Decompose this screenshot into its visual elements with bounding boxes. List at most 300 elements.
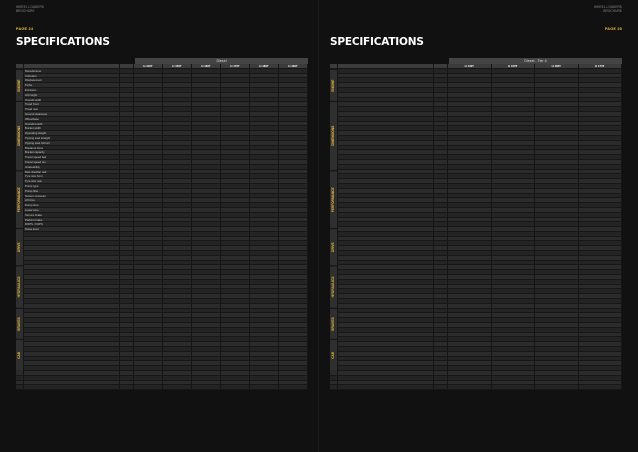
spec-unit <box>120 381 134 385</box>
spec-value <box>279 309 308 313</box>
spec-value <box>192 251 221 255</box>
spec-unit <box>434 78 448 82</box>
spec-label <box>24 385 120 389</box>
spec-value <box>579 328 623 332</box>
spec-unit <box>120 141 134 145</box>
spec-value <box>192 218 221 222</box>
spec-value <box>221 357 250 361</box>
spec-value <box>221 78 250 82</box>
spec-value <box>579 208 623 212</box>
spec-value <box>579 83 623 87</box>
spec-value <box>492 227 536 231</box>
spec-value <box>192 146 221 150</box>
spec-value <box>163 131 192 135</box>
spec-value <box>250 299 279 303</box>
spec-label: Emission <box>24 88 120 92</box>
spec-label <box>338 376 434 380</box>
spec-unit <box>120 342 134 346</box>
spec-value <box>579 357 623 361</box>
spec-value <box>279 78 308 82</box>
spec-value <box>250 294 279 298</box>
spec-value <box>448 256 492 260</box>
spec-value <box>192 333 221 337</box>
spec-value <box>250 337 279 341</box>
spec-value <box>192 184 221 188</box>
spec-label: Bucket width <box>24 126 120 130</box>
spec-value <box>250 74 279 78</box>
spec-label <box>338 107 434 111</box>
spec-label: Tipping load full turn <box>24 141 120 145</box>
section-label: ENGINE <box>330 69 337 101</box>
spec-value <box>134 280 163 284</box>
spec-label: Tyre size front <box>24 174 120 178</box>
spec-value <box>535 342 579 346</box>
spec-value <box>448 69 492 73</box>
spec-value <box>134 69 163 73</box>
spec-unit <box>434 83 448 87</box>
spec-value <box>579 309 623 313</box>
spec-value <box>192 265 221 269</box>
spec-value <box>163 126 192 130</box>
spec-value <box>535 107 579 111</box>
spec-value <box>221 93 250 97</box>
spec-value <box>579 333 623 337</box>
spec-value <box>163 275 192 279</box>
spec-value <box>163 265 192 269</box>
spec-value <box>579 203 623 207</box>
spec-label <box>338 93 434 97</box>
spec-unit <box>120 117 134 121</box>
spec-value <box>535 299 579 303</box>
spec-value <box>279 285 308 289</box>
spec-value <box>535 246 579 250</box>
spec-value <box>492 328 536 332</box>
spec-label: Travel speed rev <box>24 160 120 164</box>
spec-value <box>134 261 163 265</box>
spec-row <box>16 385 308 390</box>
spec-value <box>221 126 250 130</box>
spec-value <box>492 337 536 341</box>
spec-value <box>134 160 163 164</box>
model-column-header: H 150T <box>492 64 536 68</box>
spec-unit <box>434 189 448 193</box>
spec-value <box>579 323 623 327</box>
spec-value <box>492 98 536 102</box>
spec-value <box>192 174 221 178</box>
right-page-number: PAGE 25 <box>604 27 622 31</box>
spec-value <box>250 313 279 317</box>
spec-value <box>535 376 579 380</box>
spec-value <box>163 323 192 327</box>
left-header-subtitle: BROCHURE <box>16 8 35 13</box>
spec-value <box>221 174 250 178</box>
spec-value <box>163 122 192 126</box>
spec-unit <box>434 323 448 327</box>
spec-value <box>134 318 163 322</box>
spec-value <box>250 218 279 222</box>
spec-unit <box>434 102 448 106</box>
spec-label <box>338 112 434 116</box>
section-label: ENGINE <box>16 69 23 101</box>
spec-value <box>492 342 536 346</box>
spec-value <box>448 333 492 337</box>
section-label: DRIVE <box>16 228 23 265</box>
spec-value <box>448 352 492 356</box>
spec-label <box>338 328 434 332</box>
spec-value <box>492 381 536 385</box>
spec-value <box>250 256 279 260</box>
spec-value <box>163 179 192 183</box>
spec-value <box>448 170 492 174</box>
spec-value <box>163 165 192 169</box>
spec-value <box>221 222 250 226</box>
spec-value <box>492 251 536 255</box>
spec-value <box>492 285 536 289</box>
spec-label: Pump flow <box>24 189 120 193</box>
spec-label: Lower time <box>24 208 120 212</box>
spec-value <box>492 304 536 308</box>
spec-value <box>192 208 221 212</box>
spec-label <box>338 318 434 322</box>
spec-value <box>192 136 221 140</box>
spec-value <box>448 361 492 365</box>
spec-value <box>250 146 279 150</box>
spec-value <box>535 150 579 154</box>
spec-label <box>338 141 434 145</box>
spec-value <box>192 371 221 375</box>
spec-unit <box>434 146 448 150</box>
spec-value <box>492 165 536 169</box>
spec-value <box>535 357 579 361</box>
spec-value <box>579 347 623 351</box>
spec-value <box>579 102 623 106</box>
spec-value <box>134 294 163 298</box>
spec-value <box>221 74 250 78</box>
spec-value <box>250 285 279 289</box>
left-spec-table <box>16 58 308 390</box>
spec-value <box>579 122 623 126</box>
spec-value <box>192 150 221 154</box>
spec-unit <box>120 98 134 102</box>
spec-value <box>448 275 492 279</box>
spec-value <box>250 112 279 116</box>
spec-value <box>221 323 250 327</box>
spec-value <box>448 107 492 111</box>
spec-label <box>338 299 434 303</box>
spec-label <box>24 256 120 260</box>
spec-label <box>24 246 120 250</box>
spec-value <box>279 299 308 303</box>
spec-value <box>192 160 221 164</box>
spec-value <box>279 88 308 92</box>
spec-label <box>338 275 434 279</box>
spec-value <box>163 357 192 361</box>
spec-value <box>163 184 192 188</box>
spec-value <box>279 150 308 154</box>
spec-label <box>24 275 120 279</box>
spec-value <box>279 352 308 356</box>
spec-value <box>448 74 492 78</box>
spec-unit <box>434 227 448 231</box>
spec-value <box>279 318 308 322</box>
spec-value <box>250 318 279 322</box>
spec-value <box>192 83 221 87</box>
spec-value <box>134 98 163 102</box>
spec-unit <box>434 184 448 188</box>
spec-label <box>338 122 434 126</box>
spec-value <box>134 107 163 111</box>
spec-value <box>163 232 192 236</box>
spec-value <box>250 241 279 245</box>
spec-label <box>338 218 434 222</box>
spec-value <box>192 285 221 289</box>
spec-unit <box>120 352 134 356</box>
spec-unit <box>120 261 134 265</box>
spec-value <box>279 131 308 135</box>
spec-value <box>250 78 279 82</box>
spec-value <box>535 361 579 365</box>
spec-value <box>134 117 163 121</box>
spec-value <box>579 342 623 346</box>
spec-value <box>579 141 623 145</box>
spec-value <box>279 222 308 226</box>
spec-label <box>338 146 434 150</box>
spec-label <box>24 261 120 265</box>
spec-value <box>535 232 579 236</box>
spec-value <box>535 184 579 188</box>
spec-unit <box>434 150 448 154</box>
spec-value <box>279 246 308 250</box>
spec-value <box>192 213 221 217</box>
spec-value <box>192 131 221 135</box>
spec-label <box>24 352 120 356</box>
spec-unit <box>120 337 134 341</box>
spec-value <box>279 227 308 231</box>
spec-value <box>535 280 579 284</box>
spec-value <box>579 174 623 178</box>
spec-label: Travel speed fwd <box>24 155 120 159</box>
spec-value <box>250 194 279 198</box>
spec-value <box>535 347 579 351</box>
spec-value <box>579 246 623 250</box>
spec-unit <box>434 131 448 135</box>
spec-value <box>163 289 192 293</box>
spec-value <box>579 289 623 293</box>
spec-value <box>221 189 250 193</box>
spec-value <box>250 88 279 92</box>
spec-label <box>24 337 120 341</box>
spec-value <box>448 208 492 212</box>
spec-label <box>24 289 120 293</box>
spec-value <box>134 352 163 356</box>
spec-unit <box>434 179 448 183</box>
spec-label <box>24 376 120 380</box>
spec-value <box>579 256 623 260</box>
spec-value <box>250 328 279 332</box>
spec-value <box>579 241 623 245</box>
spec-value <box>192 203 221 207</box>
spec-value <box>134 381 163 385</box>
spec-unit <box>434 256 448 260</box>
spec-unit <box>120 246 134 250</box>
spec-unit <box>120 265 134 269</box>
spec-label: Tread front <box>24 102 120 106</box>
spec-label <box>338 337 434 341</box>
spec-value <box>221 275 250 279</box>
spec-value <box>579 155 623 159</box>
spec-unit <box>434 251 448 255</box>
spec-value <box>192 357 221 361</box>
spec-value <box>579 275 623 279</box>
spec-value <box>535 117 579 121</box>
spec-value <box>492 88 536 92</box>
spec-value <box>535 289 579 293</box>
spec-value <box>448 270 492 274</box>
spec-value <box>221 270 250 274</box>
right-page-title: SPECIFICATIONS <box>330 36 424 48</box>
spec-value <box>221 241 250 245</box>
spec-value <box>279 136 308 140</box>
spec-unit <box>120 126 134 130</box>
spec-label: Overall length <box>24 122 120 126</box>
spec-value <box>163 222 192 226</box>
spec-value <box>579 270 623 274</box>
spec-value <box>448 265 492 269</box>
spec-value <box>134 189 163 193</box>
model-column-header: H 160T <box>192 64 221 68</box>
spec-value <box>221 256 250 260</box>
spec-value <box>448 117 492 121</box>
spec-value <box>192 342 221 346</box>
spec-value <box>134 299 163 303</box>
spec-label <box>338 371 434 375</box>
section-label: PERFORMANCE <box>330 170 337 228</box>
spec-value <box>535 93 579 97</box>
spec-value <box>221 179 250 183</box>
spec-label <box>338 194 434 198</box>
spec-value <box>250 198 279 202</box>
spec-value <box>134 222 163 226</box>
section-label: HYDRAULICS <box>330 265 337 307</box>
spec-value <box>134 126 163 130</box>
spec-value <box>492 150 536 154</box>
spec-value <box>250 170 279 174</box>
spec-value <box>579 117 623 121</box>
spec-unit <box>434 385 448 389</box>
spec-value <box>163 102 192 106</box>
spec-label <box>338 74 434 78</box>
spec-value <box>134 88 163 92</box>
spec-value <box>221 261 250 265</box>
section-label: DIMENSIONS <box>16 101 23 170</box>
spec-value <box>579 126 623 130</box>
spec-value <box>250 289 279 293</box>
spec-value <box>579 107 623 111</box>
spec-unit <box>120 275 134 279</box>
spec-value <box>535 160 579 164</box>
spec-unit <box>434 165 448 169</box>
spec-value <box>492 203 536 207</box>
spec-value <box>250 102 279 106</box>
spec-value <box>250 126 279 130</box>
spec-value <box>579 366 623 370</box>
spec-value <box>448 136 492 140</box>
spec-value <box>192 304 221 308</box>
spec-value <box>221 102 250 106</box>
spec-unit <box>120 174 134 178</box>
spec-unit <box>120 227 134 231</box>
spec-value <box>535 218 579 222</box>
spec-value <box>163 170 192 174</box>
spec-value <box>134 361 163 365</box>
spec-value <box>250 246 279 250</box>
spec-value <box>279 323 308 327</box>
spec-label: Max drawbar pull <box>24 170 120 174</box>
spec-value <box>579 160 623 164</box>
spec-value <box>535 165 579 169</box>
spec-value <box>221 117 250 121</box>
spec-label: Displacement <box>24 78 120 82</box>
spec-value <box>579 98 623 102</box>
spec-label <box>338 333 434 337</box>
spec-value <box>492 189 536 193</box>
spec-label: Lift height <box>24 93 120 97</box>
right-model-group-label: Diesel - Tier 4 <box>448 58 622 64</box>
spec-unit <box>434 136 448 140</box>
spec-value <box>134 357 163 361</box>
spec-value <box>134 376 163 380</box>
spec-value <box>535 294 579 298</box>
spec-value <box>279 198 308 202</box>
spec-unit <box>434 265 448 269</box>
spec-value <box>535 313 579 317</box>
spec-value <box>134 146 163 150</box>
spec-unit <box>120 189 134 193</box>
spec-value <box>535 136 579 140</box>
spec-value <box>192 98 221 102</box>
spec-value <box>221 203 250 207</box>
spec-value <box>535 222 579 226</box>
spec-value <box>163 98 192 102</box>
spec-value <box>221 107 250 111</box>
spec-value <box>448 376 492 380</box>
spec-value <box>492 294 536 298</box>
spec-value <box>279 304 308 308</box>
spec-value <box>448 318 492 322</box>
spec-value <box>279 194 308 198</box>
spec-value <box>221 304 250 308</box>
spec-label <box>338 381 434 385</box>
spec-value <box>250 83 279 87</box>
spec-value <box>163 150 192 154</box>
spec-value <box>134 237 163 241</box>
spec-value <box>579 304 623 308</box>
spec-value <box>221 352 250 356</box>
spec-value <box>250 261 279 265</box>
spec-value <box>279 265 308 269</box>
spec-value <box>163 198 192 202</box>
spec-value <box>221 198 250 202</box>
spec-value <box>579 313 623 317</box>
spec-value <box>192 194 221 198</box>
spec-label <box>338 98 434 102</box>
spec-label <box>24 299 120 303</box>
spec-unit <box>434 333 448 337</box>
spec-value <box>279 347 308 351</box>
spec-value <box>221 313 250 317</box>
spec-label <box>24 304 120 308</box>
spec-label <box>24 366 120 370</box>
